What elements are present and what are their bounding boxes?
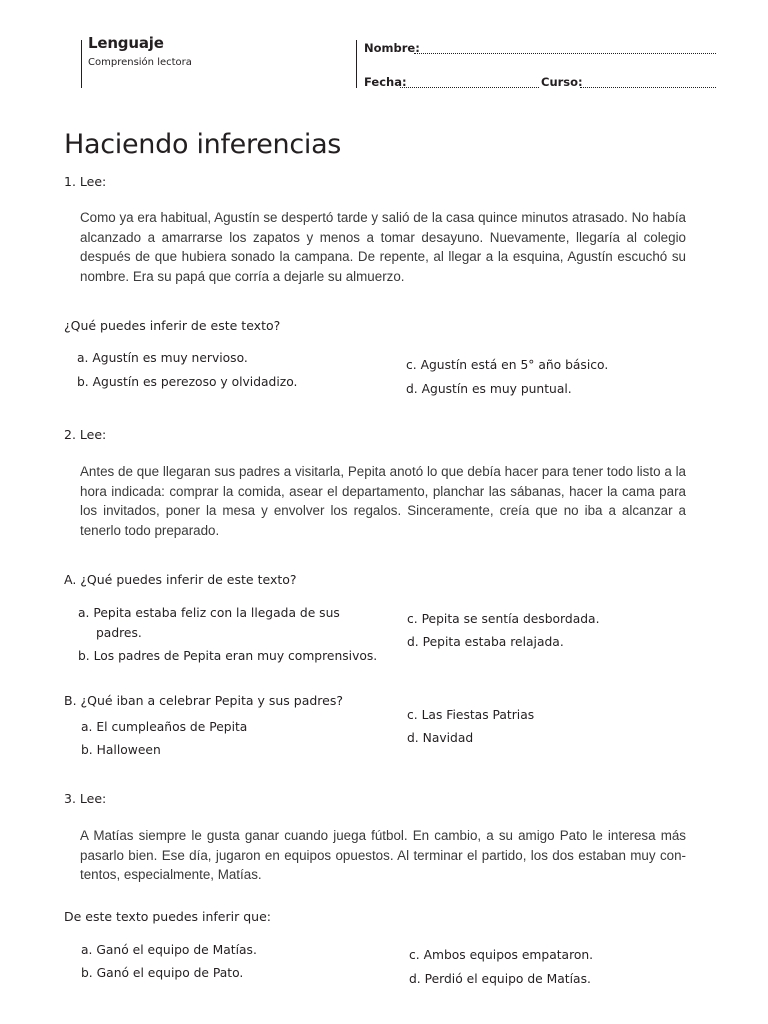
option-d[interactable]: d. Perdió el equipo de Matías. [409,972,591,986]
reading-text: A Matías siempre le gusta ganar cuando juega fútbol. En cambio, a su amigo Pato le interesa más pasarlo bien. Ese día, jugaron en equipos opuestos. Al terminar el partido, los dos estaban muy con- tentos, especialmente, Matías. [80,828,686,882]
name-label: Nombre: [364,41,420,55]
section-heading: 3. Lee: [64,791,107,806]
date-field[interactable] [400,87,539,88]
course-field[interactable] [580,87,716,88]
reading-text: Antes de que llegaran sus padres a visitarla, Pepita anotó lo que debía hacer para tener todo listo a la hora indicada: comprar la comida, asear el departamento, planchar las sábanas, hacer la cama para los invitados, poner la mesa y envolver los regalos. Sinceramente, creía que no iba a alcanzar a tenerlo todo preparado. [80,464,686,538]
question-prompt: A. ¿Qué puedes inferir de este texto? [64,572,297,587]
option-a[interactable]: a. Agustín es muy nervioso. [77,351,248,365]
option-d[interactable]: d. Navidad [407,731,474,745]
option-a[interactable]: a. Ganó el equipo de Matías. [81,943,257,957]
option-d[interactable]: d. Agustín es muy puntual. [406,382,572,396]
option-c[interactable]: c. Agustín está en 5° año básico. [406,358,609,372]
option-a[interactable]: a. El cumpleaños de Pepita [81,720,248,734]
section-heading: 1. Lee: [64,174,107,189]
question-prompt: ¿Qué puedes inferir de este texto? [64,318,281,333]
header-divider-left [81,40,82,88]
subject-subtitle: Comprensión lectora [88,57,192,68]
name-field[interactable] [414,53,716,54]
page-title: Haciendo inferencias [64,129,342,160]
section-heading: 2. Lee: [64,427,107,442]
question-prompt: De este texto puedes inferir que: [64,909,271,924]
question-prompt: B. ¿Qué iban a celebrar Pepita y sus padres? [64,693,343,708]
option-a[interactable]: a. Pepita estaba feliz con la llegada de sus [78,606,340,620]
option-b[interactable]: b. Los padres de Pepita eran muy comprensivos. [78,649,378,663]
course-label: Curso: [541,75,583,89]
subject-title: Lenguaje [88,34,164,52]
option-d[interactable]: d. Pepita estaba relajada. [407,635,564,649]
option-c[interactable]: c. Ambos equipos empataron. [409,948,594,962]
option-c[interactable]: c. Pepita se sentía desbordada. [407,612,600,626]
option-b[interactable]: b. Halloween [81,743,161,757]
option-b[interactable]: b. Agustín es perezoso y olvidadizo. [77,375,298,389]
option-b[interactable]: b. Ganó el equipo de Pato. [81,966,244,980]
reading-text: Como ya era habitual, Agustín se despertó tarde y salió de la casa quince minutos atrasado. No había alcanzado a amarrarse los zapatos y menos a tomar desayuno. Nuevamente, llegaría al colegio después de que hubiera sonado la campana. De repente, al llegar a la esquina, Agustín escuchó su nombre. Era su papá que corría a dejarle su almuerzo. [80,210,686,284]
option-a-continued: padres. [96,626,142,640]
date-label: Fecha: [364,75,407,89]
header-divider-right [356,40,357,88]
option-c[interactable]: c. Las Fiestas Patrias [407,708,535,722]
